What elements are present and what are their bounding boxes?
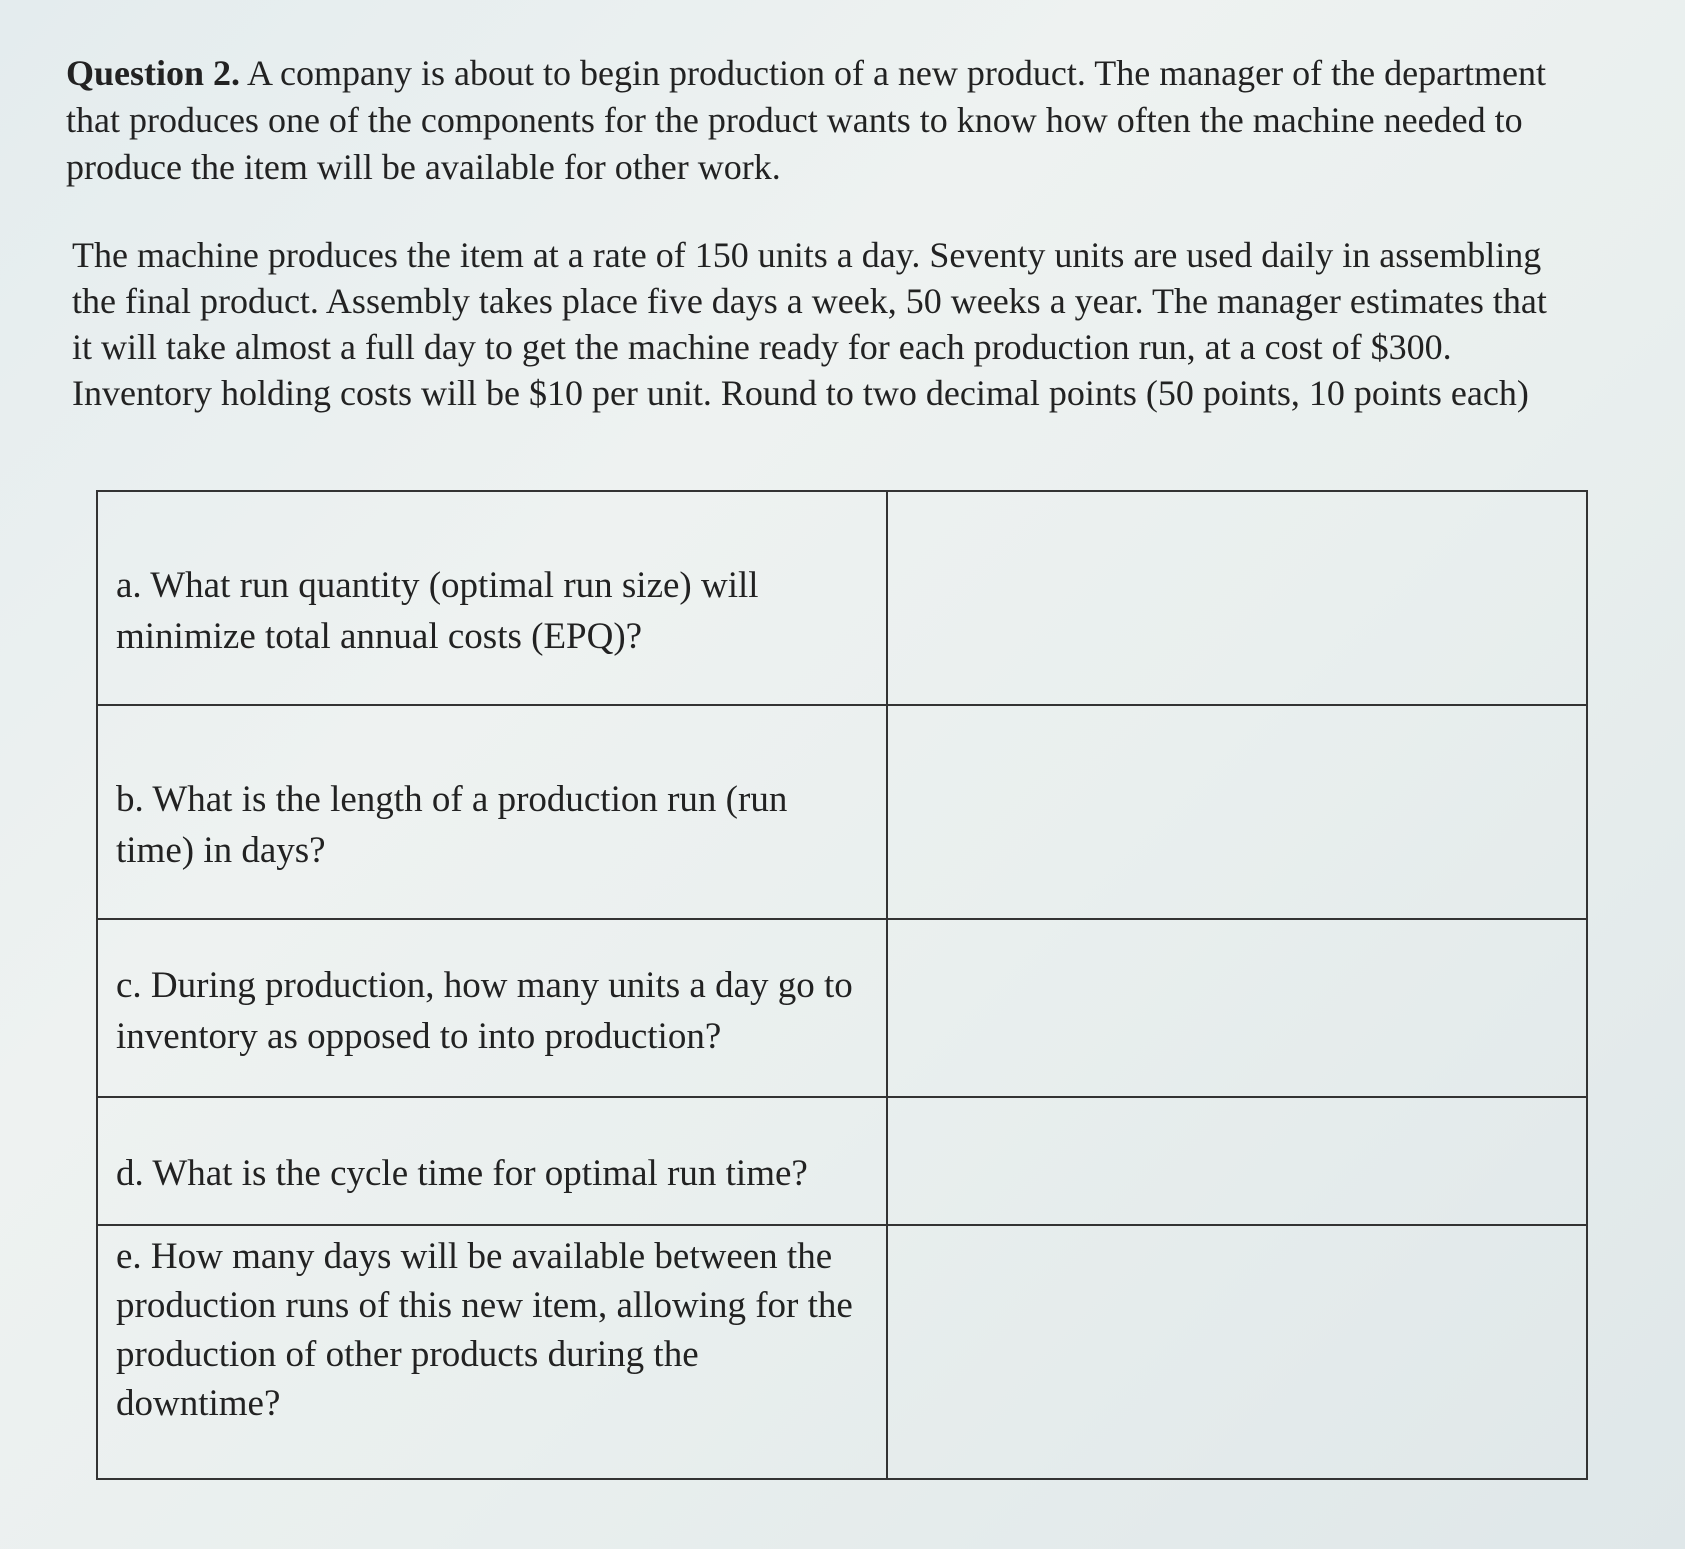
question-text: A company is about to begin production of a new product. The manager of the department that produces one of the components for the product wants to know how often the machine needed to produce the item will be available for other work. [66,53,1547,187]
answer-cell-a[interactable] [887,491,1587,705]
problem-statement: The machine produces the item at a rate of 150 units a day. Seventy units are used daily in assembling the final product. Assembly takes place five days a week, 50 weeks a year. The manager estimates that it will take almost a full day to get the machine ready for each production run, at a cost of $300. Inventory holding costs will be $10 per unit. Round to two decimal points (50 points, 10 points each) [72,235,1547,413]
question-cell-d: d. What is the cycle time for optimal run time? [97,1097,887,1225]
answer-cell-e[interactable] [887,1225,1587,1479]
question-label: Question 2. [66,53,241,93]
answer-table-container [96,490,1586,1480]
answer-cell-d[interactable] [887,1097,1587,1225]
answer-cell-c[interactable] [887,919,1587,1098]
answer-table [96,490,1588,1480]
question-cell-b: b. What is the length of a production run (run time) in days? [97,705,887,919]
question-cell-c: c. During production, how many units a day go to inventory as opposed to into production? [97,919,887,1098]
table-row [97,919,1587,1098]
table-row [97,705,1587,919]
question-cell-e: e. How many days will be available between the production runs of this new item, allowing for the production of other products during the downtime? [97,1225,887,1479]
table-row [97,1225,1587,1479]
answer-cell-b[interactable] [887,705,1587,919]
table-row [97,1097,1587,1225]
question-heading [66,50,1556,191]
question-cell-a: a. What run quantity (optimal run size) will minimize total annual costs (EPQ)? [97,491,887,705]
table-row [97,491,1587,705]
